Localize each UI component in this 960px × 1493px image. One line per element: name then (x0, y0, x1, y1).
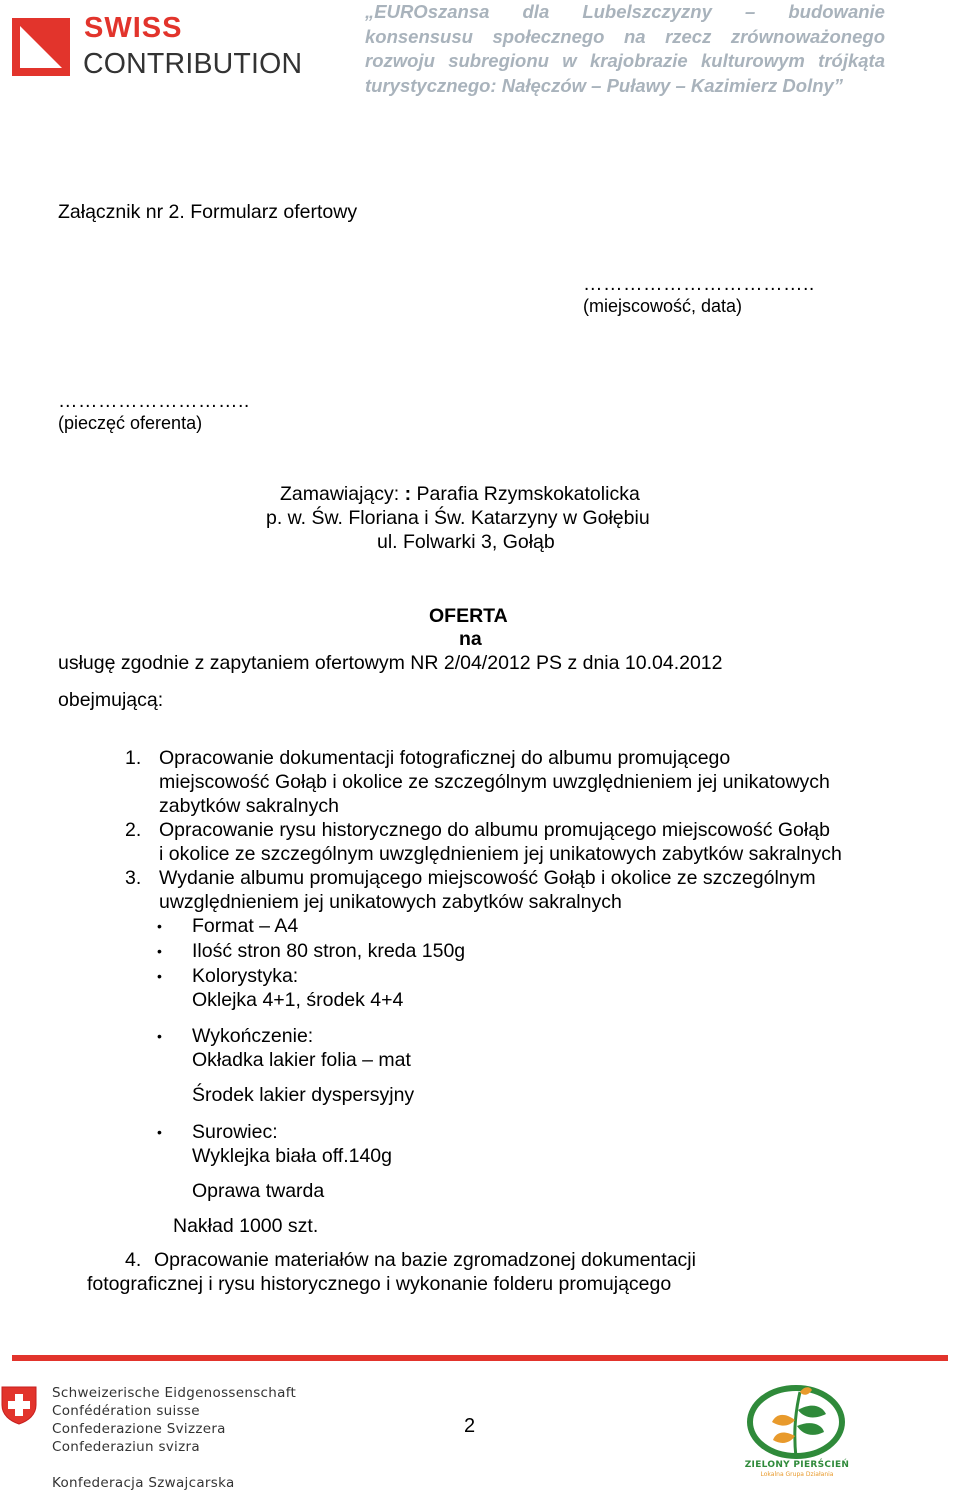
item-number: 1. (125, 747, 142, 769)
spec-finish-label: Wykończenie: (192, 1025, 314, 1047)
attachment-title: Załącznik nr 2. Formularz ofertowy (58, 201, 358, 223)
confederation-name-pl: Konfederacja Szwajcarska (52, 1475, 235, 1491)
item-4-line-1: Opracowanie materiałów na bazie zgromadzonej dokumentacji (154, 1249, 696, 1271)
swiss-coat-of-arms-icon (0, 1385, 38, 1425)
project-title-line-1: „EUROszansa dla Lubelszczyzny – budowanie (365, 1, 885, 22)
confederation-name-rm: Confederaziun svizra (52, 1439, 200, 1455)
logo-contribution-text: CONTRIBUTION (83, 48, 303, 80)
orderer-line-3: ul. Folwarki 3, Gołąb (377, 531, 555, 553)
spec-color-value: Oklejka 4+1, środek 4+4 (192, 989, 404, 1011)
covering-label: obejmującą: (58, 689, 164, 711)
bullet: • (157, 1028, 162, 1044)
page-number: 2 (464, 1415, 476, 1437)
zielony-pierscien-emblem-icon (742, 1380, 852, 1462)
spec-material-value: Wyklejka biała off.140g (192, 1145, 392, 1167)
spec-format: Format – A4 (192, 915, 299, 937)
bullet: • (157, 968, 162, 984)
offer-description: usługę zgodnie z zapytaniem ofertowym NR 2/04/2012 PS z dnia 10.04.2012 (58, 652, 723, 674)
spec-color-label: Kolorystyka: (192, 965, 299, 987)
item-3-line: Wydanie albumu promującego miejscowość Gołąb i okolice ze szczególnym (159, 867, 816, 889)
spec-finish-cover: Okładka lakier folia – mat (192, 1049, 411, 1071)
spec-material-label: Surowiec: (192, 1121, 278, 1143)
item-2-line: i okolice ze szczególnym uwzględnieniem jej unikatowych zabytków sakralnych (159, 843, 842, 865)
zp-logo-subtitle: Lokalna Grupa Działania (760, 1471, 834, 1478)
item-number: 3. (125, 867, 142, 889)
confederation-name-it: Confederazione Svizzera (52, 1421, 226, 1437)
logo-swiss-text: SWISS (84, 12, 183, 44)
spec-finish-inside: Środek lakier dyspersyjny (192, 1084, 415, 1106)
item-1-line: Opracowanie dokumentacji fotograficznej do albumu promującego (159, 747, 731, 769)
confederation-name-fr: Confédération suisse (52, 1403, 200, 1419)
confederation-name-de: Schweizerische Eidgenossenschaft (52, 1385, 297, 1401)
item-1-line: zabytków sakralnych (159, 795, 339, 817)
offer-heading: OFERTA (429, 605, 508, 627)
offer-na: na (459, 628, 482, 650)
project-title-line-2: konsensusu społecznego na rzecz zrównoważonego (365, 25, 885, 47)
place-date-dots: …………………………….. (583, 273, 815, 295)
project-title-line-3: rozwoju subregionu w krajobrazie kulturowym trójkąta (365, 50, 885, 72)
item-number: 4. (125, 1249, 142, 1271)
place-date-label: (miejscowość, data) (583, 296, 743, 316)
stamp-dots: ……………………….. (58, 390, 250, 412)
item-2-line: Opracowanie rysu historycznego do albumu promującego miejscowość Gołąb (159, 819, 830, 841)
bullet: • (157, 943, 162, 959)
stamp-label: (pieczęć oferenta) (58, 413, 203, 433)
item-4-line-2: fotograficznej i rysu historycznego i wykonanie folderu promującego (87, 1273, 672, 1295)
zielony-pierscien-logo (742, 1380, 852, 1480)
spec-run: Nakład 1000 szt. (173, 1215, 319, 1237)
bullet: • (157, 1124, 162, 1140)
spec-binding: Oprawa twarda (192, 1180, 325, 1202)
orderer-line-2: p. w. Św. Floriana i Św. Katarzyny w Gołębiu (266, 507, 650, 529)
spec-pages: Ilość stron 80 stron, kreda 150g (192, 940, 466, 962)
zp-logo-name: ZIELONY PIERŚCIEŃ (744, 1460, 850, 1470)
project-title (365, 0, 885, 98)
footer-divider (12, 1355, 948, 1361)
bullet: • (157, 918, 162, 934)
item-1-line: miejscowość Gołąb i okolice ze szczególnym uwzględnieniem jej unikatowych (159, 771, 830, 793)
item-number: 2. (125, 819, 142, 841)
swiss-contribution-flag-icon (12, 18, 70, 76)
item-3-line: uwzględnieniem jej unikatowych zabytków sakralnych (159, 891, 622, 913)
project-title-line-4: turystycznego: Nałęczów – Puławy – Kazimierz Dolny” (365, 74, 844, 96)
orderer-line-1: Zamawiający: : Parafia Rzymskokatolicka (280, 483, 640, 505)
